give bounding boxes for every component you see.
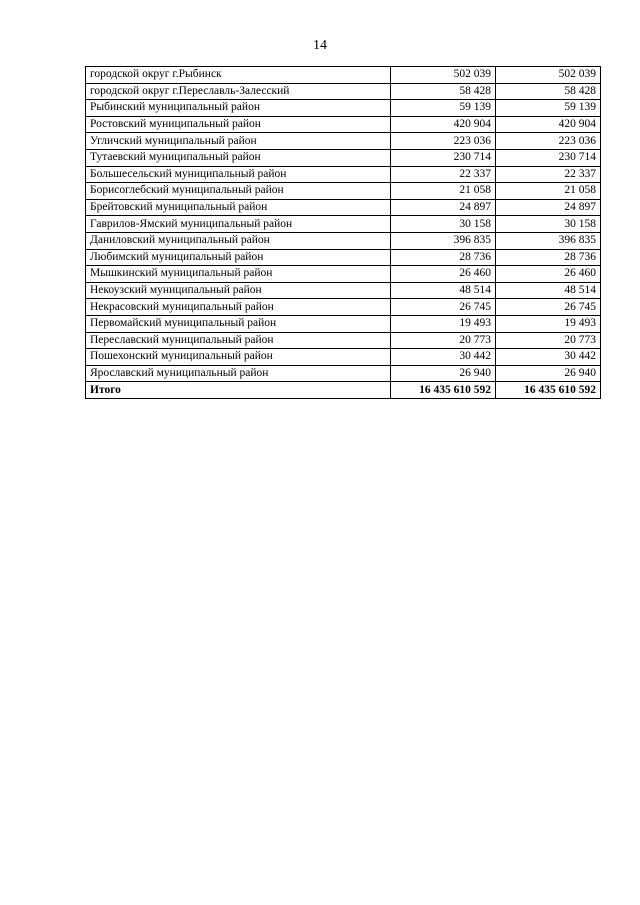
district-name: Некоузский муниципальный район <box>86 282 391 299</box>
value-col-1: 396 835 <box>391 232 496 249</box>
table-row <box>86 149 601 166</box>
total-label: Итого <box>86 382 391 399</box>
value-col-1: 22 337 <box>391 166 496 183</box>
value-col-1: 26 940 <box>391 365 496 382</box>
table-row <box>86 315 601 332</box>
district-name: Ярославский муниципальный район <box>86 365 391 382</box>
table-row <box>86 282 601 299</box>
value-col-2: 26 460 <box>496 266 601 283</box>
value-col-1: 19 493 <box>391 315 496 332</box>
value-col-2: 20 773 <box>496 332 601 349</box>
value-col-2: 502 039 <box>496 67 601 84</box>
district-name: Ростовский муниципальный район <box>86 116 391 133</box>
value-col-2: 420 904 <box>496 116 601 133</box>
value-col-1: 21 058 <box>391 183 496 200</box>
value-col-1: 48 514 <box>391 282 496 299</box>
district-name: Даниловский муниципальный район <box>86 232 391 249</box>
district-name: Большесельский муниципальный район <box>86 166 391 183</box>
value-col-2: 28 736 <box>496 249 601 266</box>
district-name: Переславский муниципальный район <box>86 332 391 349</box>
district-name: Угличский муниципальный район <box>86 133 391 150</box>
page-number: 14 <box>313 38 327 53</box>
district-name: Борисоглебский муниципальный район <box>86 183 391 200</box>
district-name: Тутаевский муниципальный район <box>86 149 391 166</box>
value-col-2: 396 835 <box>496 232 601 249</box>
value-col-2: 26 940 <box>496 365 601 382</box>
total-value-col-1: 16 435 610 592 <box>391 382 496 399</box>
value-col-2: 24 897 <box>496 199 601 216</box>
table-row <box>86 133 601 150</box>
value-col-2: 22 337 <box>496 166 601 183</box>
table-row <box>86 365 601 382</box>
value-col-2: 48 514 <box>496 282 601 299</box>
value-col-1: 24 897 <box>391 199 496 216</box>
total-value-col-2: 16 435 610 592 <box>496 382 601 399</box>
value-col-1: 230 714 <box>391 149 496 166</box>
value-col-2: 30 442 <box>496 349 601 366</box>
table-row <box>86 166 601 183</box>
table-body <box>86 67 601 399</box>
district-name: городской округ г.Рыбинск <box>86 67 391 84</box>
table-row <box>86 116 601 133</box>
table-row <box>86 249 601 266</box>
district-name: Рыбинский муниципальный район <box>86 100 391 117</box>
budget-table <box>85 66 601 399</box>
value-col-1: 30 158 <box>391 216 496 233</box>
table-row <box>86 100 601 117</box>
table-row <box>86 299 601 316</box>
value-col-2: 19 493 <box>496 315 601 332</box>
district-name: Первомайский муниципальный район <box>86 315 391 332</box>
value-col-2: 30 158 <box>496 216 601 233</box>
value-col-2: 26 745 <box>496 299 601 316</box>
table-row <box>86 67 601 84</box>
value-col-2: 59 139 <box>496 100 601 117</box>
district-name: Мышкинский муниципальный район <box>86 266 391 283</box>
district-name: Гаврилов-Ямский муниципальный район <box>86 216 391 233</box>
district-name: Пошехонский муниципальный район <box>86 349 391 366</box>
table-row <box>86 266 601 283</box>
value-col-1: 223 036 <box>391 133 496 150</box>
table-row <box>86 83 601 100</box>
district-name: Некрасовский муниципальный район <box>86 299 391 316</box>
value-col-1: 420 904 <box>391 116 496 133</box>
table-row <box>86 349 601 366</box>
value-col-2: 21 058 <box>496 183 601 200</box>
value-col-1: 26 460 <box>391 266 496 283</box>
value-col-1: 502 039 <box>391 67 496 84</box>
value-col-2: 223 036 <box>496 133 601 150</box>
table-row <box>86 216 601 233</box>
value-col-1: 58 428 <box>391 83 496 100</box>
district-name: Любимский муниципальный район <box>86 249 391 266</box>
value-col-1: 20 773 <box>391 332 496 349</box>
total-row <box>86 382 601 399</box>
value-col-1: 30 442 <box>391 349 496 366</box>
district-name: Брейтовский муниципальный район <box>86 199 391 216</box>
value-col-1: 26 745 <box>391 299 496 316</box>
table-row <box>86 332 601 349</box>
table-row <box>86 183 601 200</box>
value-col-1: 59 139 <box>391 100 496 117</box>
value-col-1: 28 736 <box>391 249 496 266</box>
table-row <box>86 199 601 216</box>
table-row <box>86 232 601 249</box>
value-col-2: 58 428 <box>496 83 601 100</box>
district-name: городской округ г.Переславль-Залесский <box>86 83 391 100</box>
value-col-2: 230 714 <box>496 149 601 166</box>
